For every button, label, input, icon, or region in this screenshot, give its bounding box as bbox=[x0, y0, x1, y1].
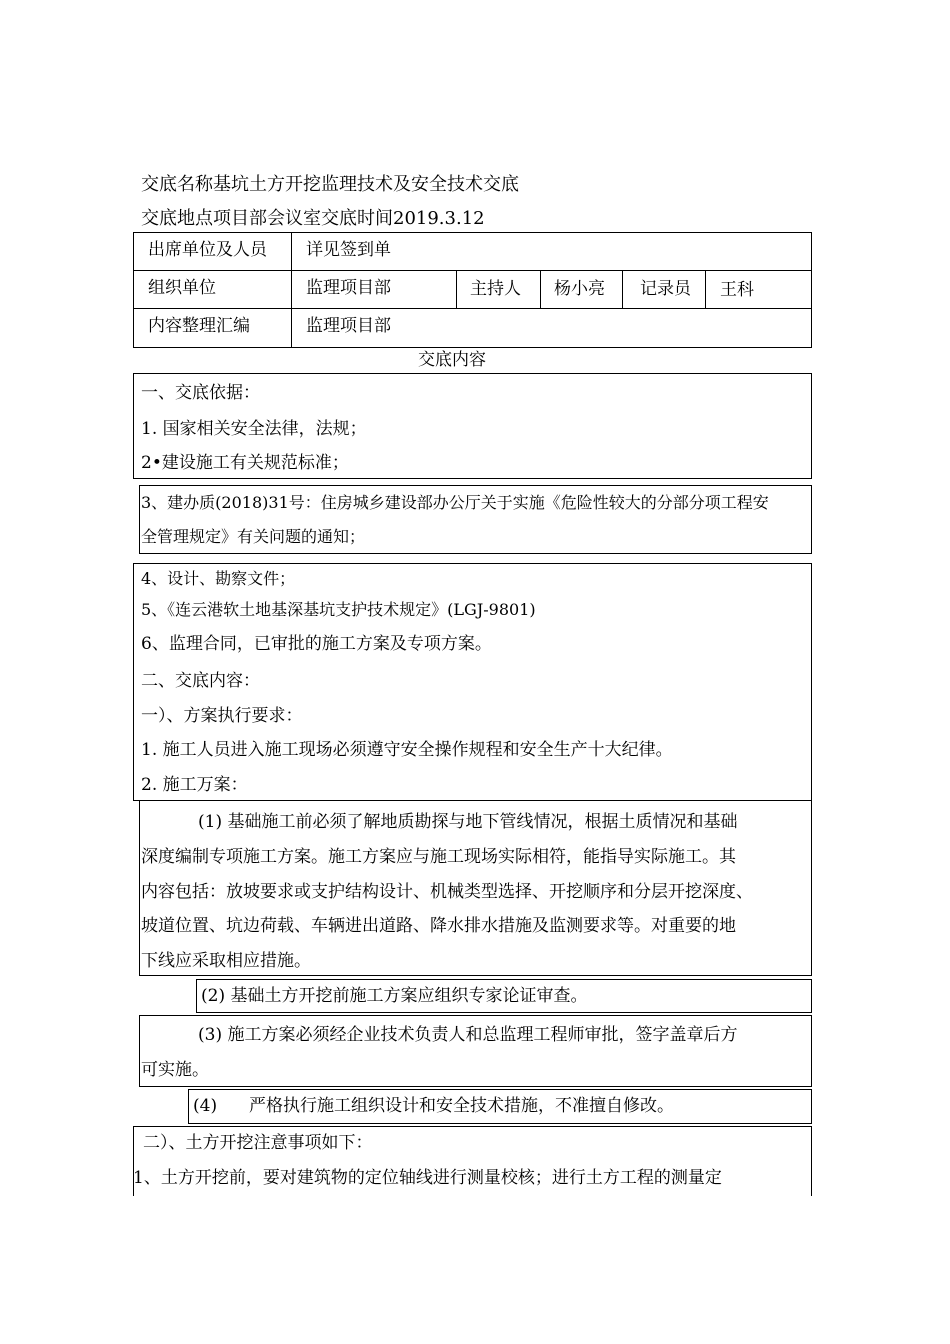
recorder-value: 王科 bbox=[720, 280, 754, 300]
sub1-item-1: 1. 施工人员进入施工现场必须遵守安全操作规程和安全生产十大纪律。 bbox=[141, 740, 673, 760]
basis-item-3-line1: 3、建办质(2018)31号：住房城乡建设部办公厅关于实施《危险性较大的分部分项工程安 bbox=[141, 493, 769, 512]
plan-paragraph-4-text: 严格执行施工组织设计和安全技术措施，不准擅自修改。 bbox=[249, 1096, 674, 1116]
basis-item-3-line2: 全管理规定》有关问题的通知； bbox=[141, 527, 366, 546]
basis-item-4: 4、设计、勘察文件； bbox=[141, 569, 296, 588]
plan-paragraph-1-line: 坡道位置、坑边荷载、车辆进出道路、降水排水措施及监测要求等。对重要的地 bbox=[141, 916, 736, 936]
content-title: 交底内容 bbox=[418, 350, 486, 370]
plan-paragraph-4-number: (4) bbox=[193, 1096, 218, 1116]
sub2-item-1: 1、土方开挖前，要对建筑物的定位轴线进行测量校核；进行土方工程的测量定 bbox=[133, 1168, 722, 1188]
compiler-value: 监理项目部 bbox=[306, 316, 391, 336]
recorder-label: 记录员 bbox=[640, 279, 691, 299]
org-label: 组织单位 bbox=[148, 278, 216, 298]
basis-item-5: 5、《连云港软土地基深基坑支护技术规定》(LGJ-9801) bbox=[141, 600, 536, 619]
sub2-title: 二）、土方开挖注意事项如下： bbox=[143, 1133, 373, 1153]
plan-paragraph-3-line: (3) 施工方案必须经企业技术负责人和总监理工程师审批，签字盖章后方 bbox=[198, 1025, 738, 1045]
attendees-value: 详见签到单 bbox=[306, 240, 391, 260]
plan-paragraph-1-line: 深度编制专项施工方案。施工方案应与施工现场实际相符，能指导实际施工。其 bbox=[141, 847, 736, 867]
section1-title: 一、交底依据： bbox=[141, 383, 260, 403]
basis-item-1: 1. 国家相关安全法律，法规； bbox=[141, 419, 367, 439]
host-label: 主持人 bbox=[470, 279, 521, 299]
host-value: 杨小亮 bbox=[554, 279, 605, 299]
plan-paragraph-2: (2) 基础土方开挖前施工方案应组织专家论证审查。 bbox=[201, 986, 588, 1006]
document-name-line: 交底名称基坑土方开挖监理技术及安全技术交底 bbox=[141, 174, 519, 195]
basis-item-2: 2•建设施工有关规范标准； bbox=[141, 453, 349, 473]
compiler-label: 内容整理汇编 bbox=[148, 316, 250, 336]
basis-item-6: 6、监理合同，已审批的施工方案及专项方案。 bbox=[141, 634, 492, 654]
org-value: 监理项目部 bbox=[306, 278, 391, 298]
document-place-time-line: 交底地点项目部会议室交底时间2019.3.12 bbox=[141, 208, 485, 229]
sub1-item-2: 2. 施工万案： bbox=[141, 775, 248, 795]
plan-paragraph-1-line: (1) 基础施工前必须了解地质勘探与地下管线情况，根据土质情况和基础 bbox=[198, 812, 738, 832]
plan-paragraph-3-line: 可实施。 bbox=[141, 1060, 209, 1080]
plan-paragraph-1-line: 下线应采取相应措施。 bbox=[141, 951, 311, 971]
section2-title: 二、交底内容： bbox=[141, 671, 260, 691]
attendees-label: 出席单位及人员 bbox=[148, 240, 267, 260]
sub1-title: 一）、方案执行要求： bbox=[141, 706, 303, 726]
plan-paragraph-1-line: 内容包括：放坡要求或支护结构设计、机械类型选择、开挖顺序和分层开挖深度、 bbox=[141, 882, 753, 902]
